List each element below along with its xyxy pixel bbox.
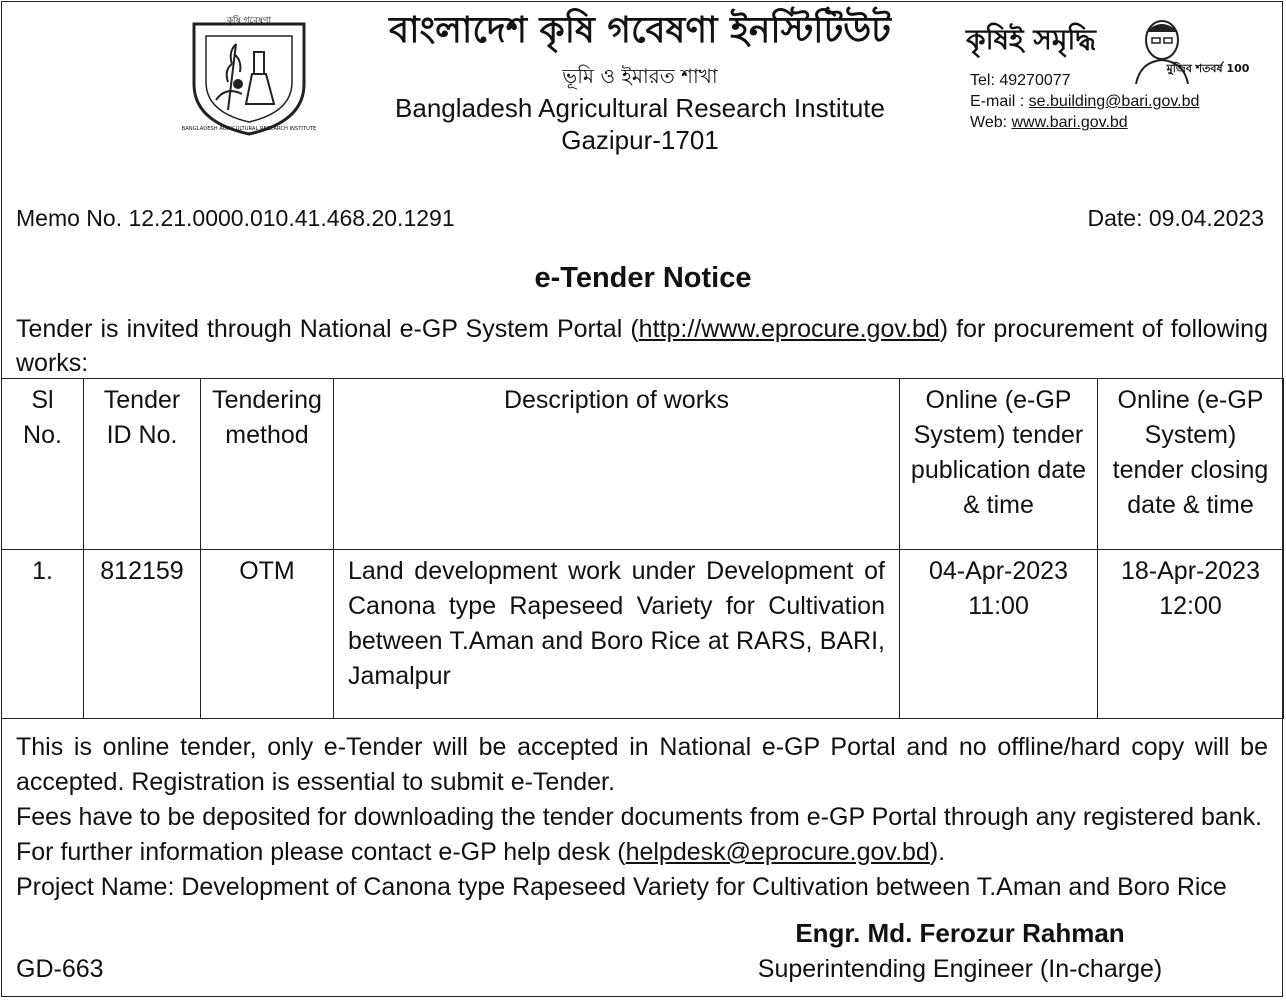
note-helpdesk — [16, 835, 1268, 870]
notice-title: e-Tender Notice — [534, 262, 752, 294]
table-row — [2, 550, 1284, 719]
note-project-name: Project Name: Development of Canona type Rapeseed Variety for Cultivation between T.Aman and Boro Rice — [16, 873, 1227, 901]
english-institute-block — [330, 92, 950, 156]
email-label: E-mail : — [970, 93, 1029, 110]
institute-name: Bangladesh Agricultural Research Institute — [395, 93, 885, 123]
table-header-row — [2, 379, 1284, 550]
intro-text-before: Tender is invited through National e-GP System Portal ( — [16, 315, 639, 343]
website-link[interactable]: www.bari.gov.bd — [1011, 114, 1128, 131]
helpdesk-text-before: For further information please contact e-GP help desk ( — [16, 838, 626, 866]
cell-closing — [1098, 550, 1284, 719]
logo-top-text: কৃষি গবেষণা — [226, 16, 272, 26]
cell-tender-id: 812159 — [84, 550, 201, 719]
bengali-institute-title: বাংলাদেশ কৃষি গবেষণা ইনস্টিটিউট — [389, 10, 891, 51]
cell-method: OTM — [201, 550, 334, 719]
helpdesk-text-after: ). — [929, 838, 946, 866]
email-link[interactable]: se.building@bari.gov.bd — [1028, 93, 1200, 110]
header-tendering-method: Tendering method — [201, 379, 334, 550]
intro-paragraph — [16, 312, 1268, 380]
cell-publication — [900, 550, 1098, 719]
notes-block — [16, 730, 1268, 905]
publication-date: 04-Apr-2023 — [929, 557, 1068, 585]
header-closing-datetime: Online (e-GP System) tender closing date & time — [1098, 379, 1284, 550]
header-tender-id: Tender ID No. — [84, 379, 201, 550]
memo-number: Memo No. 12.21.0000.010.41.468.20.1291 — [16, 205, 455, 231]
contact-block — [970, 70, 1199, 133]
helpdesk-email-link[interactable]: helpdesk@eprocure.gov.bd — [625, 838, 930, 866]
header-description: Description of works — [334, 379, 900, 550]
slogan: কৃষিই সমৃদ্ধি — [966, 23, 1096, 56]
logo-ring-text: BANGLADESH AGRICULTURAL RESEARCH INSTITUTE — [181, 126, 317, 132]
note-fees: Fees have to be deposited for downloading the tender documents from e-GP Portal through any registered bank. — [16, 803, 1263, 831]
gd-number: GD-663 — [16, 955, 104, 983]
intro-text-after: ) for procurement of following works: — [16, 315, 1268, 377]
closing-time: 12:00 — [1159, 592, 1222, 620]
signatory-title: Superintending Engineer (In-charge) — [757, 955, 1163, 983]
web-label: Web: — [970, 114, 1012, 131]
header-publication-datetime: Online (e-GP System) tender publication date & time — [900, 379, 1098, 550]
notice-date: Date: 09.04.2023 — [1087, 205, 1264, 231]
tender-table — [1, 378, 1284, 719]
bengali-branch-name: ভূমি ও ইমারত শাখা — [562, 64, 718, 88]
telephone: Tel: 49270077 — [970, 72, 1071, 89]
header-sl-no: Sl No. — [2, 379, 84, 550]
portrait-mark: মুজিব শতবর্ষ 100 — [1166, 62, 1250, 75]
note-online-tender: This is online tender, only e-Tender will be accepted in National e-GP Portal and no offline/hard copy will be accepted. Registration is essential to submit e-Tender. — [16, 733, 1268, 796]
publication-time: 11:00 — [968, 592, 1029, 620]
eprocure-link[interactable]: http://www.eprocure.gov.bd — [638, 315, 940, 343]
cell-sl-no: 1. — [2, 550, 84, 719]
institute-location: Gazipur-1701 — [561, 125, 719, 155]
signatory-name: Engr. Md. Ferozur Rahman — [795, 918, 1125, 948]
closing-date: 18-Apr-2023 — [1121, 557, 1260, 585]
cell-description: Land development work under Development of Canona type Rapeseed Variety for Cultivation between T.Aman and Boro Rice at RARS, BARI, Jamalpur — [334, 550, 900, 719]
bari-logo — [181, 14, 317, 136]
